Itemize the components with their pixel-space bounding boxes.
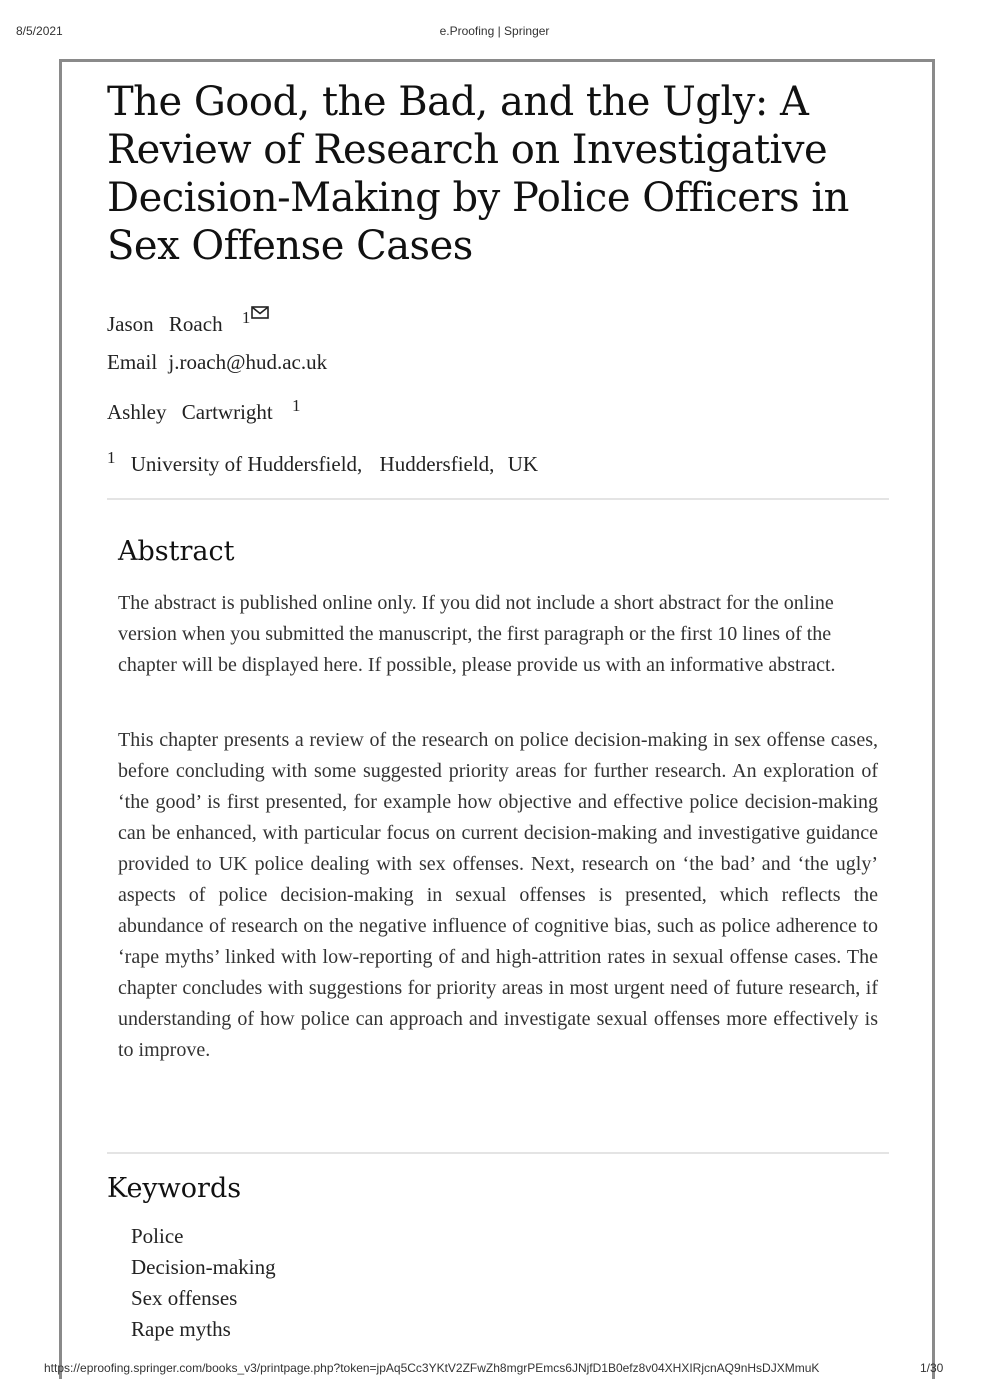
abstract-heading: Abstract: [118, 536, 235, 567]
affiliation-country: UK: [507, 452, 539, 476]
affiliation-ref[interactable]: 1: [291, 396, 301, 415]
section-divider: [107, 498, 889, 500]
page-indicator: 1/30: [920, 1361, 944, 1375]
keyword-item: Rape myths: [131, 1317, 231, 1341]
author-given-name: Ashley: [107, 400, 167, 424]
affiliation-institution: University of Huddersfield,: [130, 452, 363, 476]
affiliation-ref[interactable]: 1: [241, 308, 251, 327]
keyword-item: Sex offenses: [131, 1286, 238, 1310]
affiliation-city: Huddersfield,: [379, 452, 495, 476]
affiliation-number: 1: [107, 448, 116, 467]
email-line: [107, 350, 327, 375]
author-given-name: Jason: [107, 312, 154, 336]
article-content: [107, 78, 889, 1341]
mail-icon[interactable]: [251, 300, 269, 325]
keyword-item: Decision-making: [131, 1255, 276, 1279]
author-ashley-cartwright: [107, 396, 300, 425]
author-family-name: Cartwright: [181, 400, 273, 424]
author-family-name: Roach: [168, 312, 223, 336]
affiliation: [107, 448, 538, 477]
print-page-title: e.Proofing | Springer: [439, 24, 550, 38]
section-divider: [107, 1152, 889, 1154]
abstract-paragraph-1: The abstract is published online only. If you did not include a short abstract for the online version when you submitted the manuscript, the first paragraph or the first 10 lines of the chapter will be displayed here. If possible, please provide us with an informative abstract.: [118, 592, 836, 676]
email-link[interactable]: j.roach@hud.ac.uk: [168, 350, 328, 374]
keywords-list: [131, 1221, 276, 1345]
article-title: The Good, the Bad, and the Ugly: A Review of Research on Investigative Decision-Making by Police Officers in Sex Offense Cases: [107, 79, 849, 269]
author-jason-roach: [107, 300, 269, 337]
print-header: [0, 24, 989, 42]
print-url: https://eproofing.springer.com/books_v3/printpage.php?token=jpAq5Cc3YKtV2ZFwZh8mgrPEmcs6JNjfD1B0efz8v04XHXIRjcnAQ9nHsDJXMmuK: [44, 1361, 820, 1375]
keyword-item: Police: [131, 1224, 184, 1248]
abstract-paragraph-2: This chapter presents a review of the research on police decision-making in sex offense cases, before concluding with some suggested priority areas for further research. An exploration of ‘the good’ is first presented, for example how objective and effective police decision-making can be enhanced, with particular focus on current decision-making and investigative guidance provided to UK police dealing with sex offenses. Next, research on ‘the bad’ and ‘the ugly’ aspects of police decision-making in sexual offenses is presented, which reflects the abundance of research on the negative influence of cognitive bias, such as police adherence to ‘rape myths’ linked with low-reporting of and high-attrition rates in sexual offense cases. The chapter concludes with suggestions for priority areas in most urgent need of future research, if understanding of how police can approach and investigate sexual offenses more effectively is to improve.: [118, 729, 878, 1061]
keywords-heading: Keywords: [107, 1173, 242, 1204]
print-date: 8/5/2021: [16, 24, 63, 38]
email-label: Email: [107, 350, 158, 374]
